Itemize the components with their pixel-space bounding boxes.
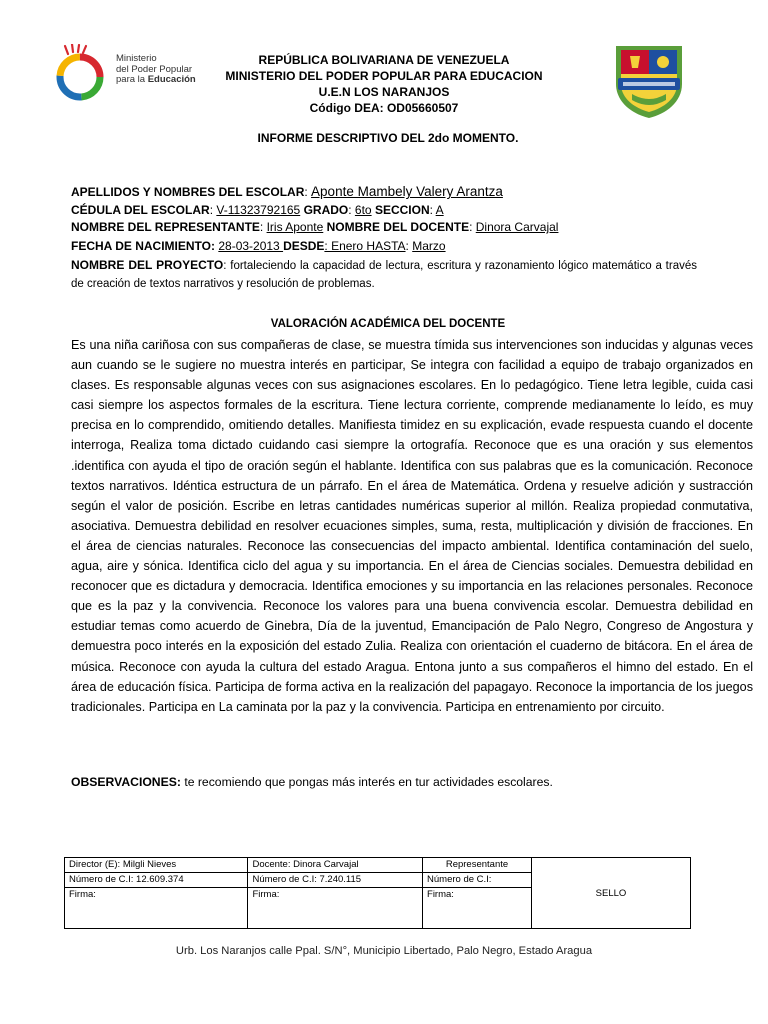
logo-line-2: del Poder Popular	[116, 63, 193, 75]
desde-value: : Enero HASTA	[324, 239, 406, 253]
director-name: Director (E): Milgli Nieves	[65, 858, 248, 873]
ministry-logo	[50, 44, 210, 104]
sello-cell: SELLO	[532, 858, 691, 929]
proyecto-row: NOMBRE DEL PROYECTO: fortaleciendo la capacidad de lectura, escritura y razonamiento lógico matemático a través de creación de textos narrativos y resolución de problemas.	[71, 258, 697, 290]
representante-label: NOMBRE DEL REPRESENTANTE	[71, 220, 260, 234]
observaciones-text: te recomiendo que pongas más interés en tur actividades escolares.	[180, 775, 553, 789]
representante-heading: Representante	[423, 858, 532, 873]
docente-label: NOMBRE DEL DOCENTE	[326, 220, 470, 234]
logo-line-1: Ministerio	[116, 53, 157, 64]
seccion-label: SECCION	[374, 203, 430, 217]
cedula-label: CÉDULA DEL ESCOLAR	[71, 203, 210, 217]
header-line-ministry: MINISTERIO DEL PODER POPULAR PARA EDUCACION	[225, 69, 543, 83]
grado-label: GRADO	[303, 203, 349, 217]
representante-ci: Número de C.I:	[423, 873, 532, 888]
fecha-value: 28-03-2013	[218, 239, 284, 253]
docente-name: Docente: Dinora Carvajal	[248, 858, 423, 873]
logo-line-3-prefix: para la	[116, 74, 148, 85]
desde-label: DESDE	[283, 239, 325, 253]
header-line-school: U.E.N LOS NARANJOS	[318, 85, 450, 99]
student-name-value: Aponte Mambely Valery Arantza	[311, 184, 503, 199]
footer-address: Urb. Los Naranjos calle Ppal. S/N°, Municipio Libertado, Palo Negro, Estado Aragua	[175, 945, 593, 957]
fecha-row: FECHA DE NACIMIENTO: 28-03-2013 DESDE: Enero HASTA: Marzo	[71, 239, 446, 253]
docente-value: Dinora Carvajal	[475, 220, 559, 234]
institution-header	[220, 52, 548, 116]
seccion-value: A	[435, 203, 444, 217]
representante-row: NOMBRE DEL REPRESENTANTE: Iris Aponte NOMBRE DEL DOCENTE: Dinora Carvajal	[71, 220, 559, 234]
observaciones	[71, 775, 753, 789]
student-name-row: APELLIDOS Y NOMBRES DEL ESCOLAR: Aponte Mambely Valery Arantza	[71, 184, 503, 199]
proyecto-value: fortaleciendo la capacidad de lectura, escritura y razonamiento lógico matemático a través de creación de textos narrativos y resolución de problemas.	[71, 260, 697, 290]
cedula-row: CÉDULA DEL ESCOLAR: V-11323792165 GRADO: 6to SECCION: A	[71, 203, 444, 217]
ministry-logo-text	[116, 54, 196, 86]
hasta-value: Marzo	[412, 239, 446, 253]
director-firma: Firma:	[65, 888, 248, 929]
representante-firma: Firma:	[423, 888, 532, 929]
proyecto-label: NOMBRE DEL PROYECTO	[71, 258, 224, 272]
valoracion-text: Es una niña cariñosa con sus compañeras de clase, se muestra tímida sus intervenciones son inducidas y algunas veces aun cuando se le sugiere no muestra interés en participar, Se integra con facilidad a equipo de trabajo organizados en clases. Es responsable algunas veces con sus asignaciones escolares. En lo pedagógico. Tiene letra legible, cuida casi casi siempre los aspectos formales de la escritura. Tiene lectura corriente, comprende medianamente lo leído, es muy precisa en lo comprendido, omitiendo detalles. Manifiesta timidez en su explicación, evade respuesta cuando el docente interroga, Realiza toma dictado cuidando casi siempre la ortografía. Reconoce que es una oración y sus elementos .identifica con ayuda el tipo de oración según el hablante. Identifica con sus palabras que es la comunicación. Reconoce textos narrativos. Idéntica estructura de un párrafo. En el área de Matemática. Ordena y resuelve adición y sustracción según el valor de posición. Escribe en letras cantidades numéricas superior al millón. Realiza propiedad conmutativa, asociativa. Demuestra debilidad en resolver ecuaciones simples, suma, resta, multiplicación y división de fracciones. En el área de ciencias naturales. Reconoce las consecuencias del impacto ambiental. Identifica contaminación del suelo, agua, aire y sónica. Identifica ciclo del agua y su importancia. En el área de Ciencias sociales. Demuestra debilidad en reconocer que es dictadura y democracia. Identifica emociones y su importancia en las relaciones personales. Reconoce que es la paz y la convivencia. Reconoce los valores para una buena convivencia escolar. Demuestra debilidad en estudiar temas como acuerdo de Ginebra, Día de la juventud, Emancipación de Palo Negro, Congreso de Angostura y demuestra poco interés en la exposición del estado Zulia. Realiza con orientación el cuaderno de bitácora. En el área de música. Reconoce con ayuda la cultura del estado Aragua. Entona junto a sus compañeros el himno del estado. En el área de educación física. Participa de forma activa en la realización del papagayo. Reconoce la importancia de los juegos tradicionales. Participa en La caminata por la paz y la convivencia. Participa en entrenamiento por circuito.	[71, 338, 753, 714]
fecha-label: FECHA DE NACIMIENTO:	[71, 239, 215, 253]
student-info	[71, 182, 697, 293]
observaciones-label: OBSERVACIONES:	[71, 775, 181, 789]
ministry-logo-icon	[50, 44, 112, 104]
report-title: INFORME DESCRIPTIVO DEL 2do MOMENTO.	[257, 131, 519, 145]
header-line-dea: Código DEA: OD05660507	[309, 101, 459, 115]
student-name-label: APELLIDOS Y NOMBRES DEL ESCOLAR	[71, 185, 305, 199]
cedula-value: V-11323792165	[216, 203, 301, 217]
logo-line-3	[116, 75, 196, 86]
school-crest	[610, 40, 688, 120]
signature-row-names	[65, 858, 691, 873]
grado-value: 6to	[354, 203, 372, 217]
logo-line-3-bold: Educación	[147, 74, 196, 85]
valoracion-title: VALORACIÓN ACADÉMICA DEL DOCENTE	[270, 318, 506, 330]
school-crest-icon	[610, 40, 688, 120]
director-ci: Número de C.I: 12.609.374	[65, 873, 248, 888]
docente-firma: Firma:	[248, 888, 423, 929]
representante-value: Iris Aponte	[266, 220, 324, 234]
docente-ci: Número de C.I: 7.240.115	[248, 873, 423, 888]
header-line-republic: REPÚBLICA BOLIVARIANA DE VENEZUELA	[258, 53, 510, 67]
signature-table	[64, 857, 691, 929]
